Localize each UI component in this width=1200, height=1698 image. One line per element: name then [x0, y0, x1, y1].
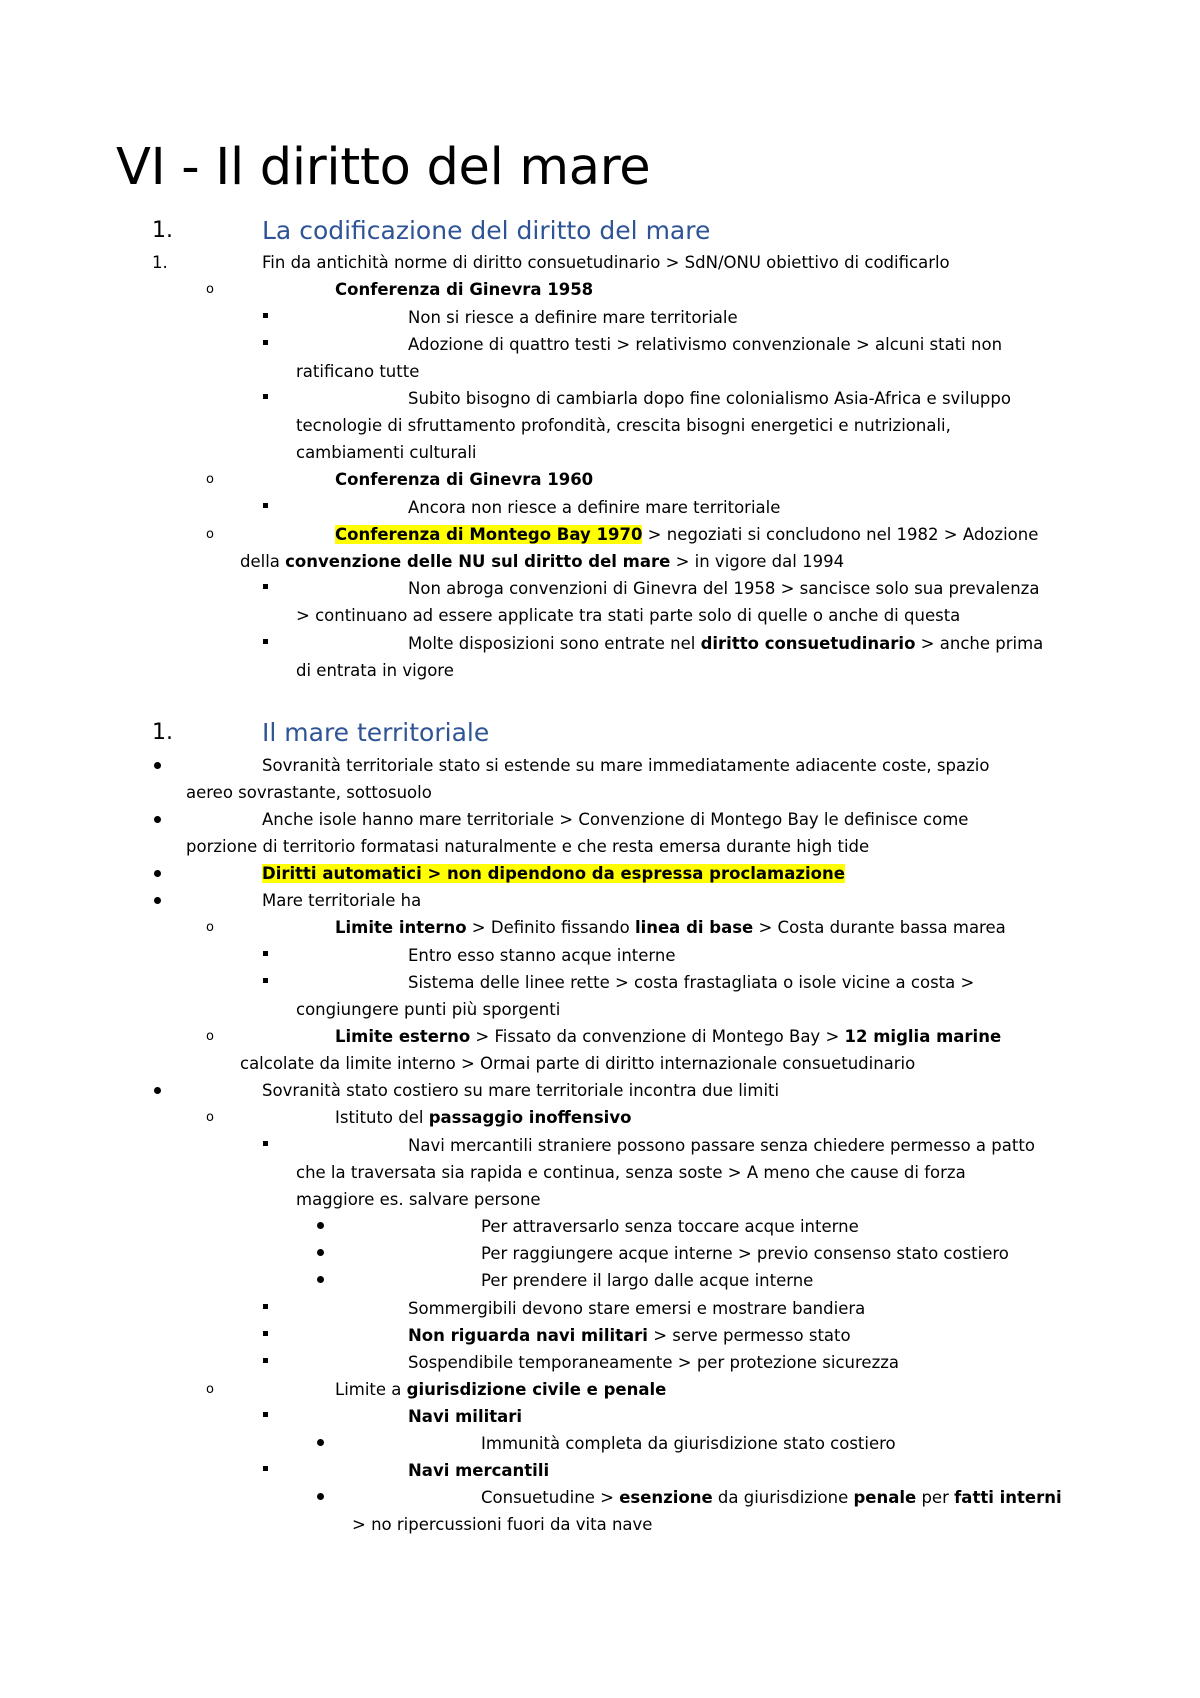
list-item: Sovranità stato costiero su mare territoriale incontra due limiti: [262, 1081, 780, 1100]
list-item: Navi mercantili straniere possono passare senza chiedere permesso a patto: [408, 1136, 1035, 1155]
square-bullet-icon: [263, 340, 268, 345]
square-bullet-icon: [263, 1466, 268, 1471]
square-bullet-icon: [263, 1141, 268, 1146]
list-item: Sospendibile temporaneamente > per protezione sicurezza: [408, 1353, 900, 1372]
list-item: Limite esterno > Fissato da convenzione di Montego Bay > 12 miglia marine: [335, 1027, 1002, 1046]
list-item: Immunità completa da giurisdizione stato costiero: [481, 1434, 896, 1453]
list-item: Per raggiungere acque interne > previo consenso stato costiero: [481, 1244, 1009, 1263]
bullet-icon: [154, 762, 161, 769]
list-item: [262, 860, 845, 887]
list-item: Fin da antichità norme di diritto consuetudinario > SdN/ONU obiettivo di codificarlo: [262, 253, 950, 272]
list-item-continuation: > continuano ad essere applicate tra stati parte solo di quelle o anche di questa: [296, 606, 961, 625]
section-number: 1.: [152, 218, 173, 243]
square-bullet-icon: [263, 1304, 268, 1309]
list-item: Adozione di quattro testi > relativismo convenzionale > alcuni stati non: [408, 335, 1003, 354]
list-item-continuation: congiungere punti più sporgenti: [296, 1000, 561, 1019]
square-bullet-icon: [263, 1412, 268, 1417]
square-bullet-icon: [263, 503, 268, 508]
circle-bullet-icon: o: [206, 527, 214, 542]
square-bullet-icon: [263, 394, 268, 399]
highlighted-text: Diritti automatici > non dipendono da espressa proclamazione: [262, 864, 845, 883]
list-item: Limite a giurisdizione civile e penale: [335, 1380, 667, 1399]
list-item-continuation: tecnologie di sfruttamento profondità, crescita bisogni energetici e nutrizionali,: [296, 416, 951, 435]
list-item: Conferenza di Ginevra 1958: [335, 280, 594, 299]
list-item-continuation: > no ripercussioni fuori da vita nave: [352, 1515, 653, 1534]
bullet-icon: [317, 1249, 324, 1256]
list-item: Navi militari: [408, 1407, 523, 1426]
list-item-continuation: maggiore es. salvare persone: [296, 1190, 541, 1209]
page-title: VI - Il diritto del mare: [116, 138, 651, 197]
list-item: Per attraversarlo senza toccare acque interne: [481, 1217, 859, 1236]
list-item: Non abroga convenzioni di Ginevra del 1958 > sancisce solo sua prevalenza: [408, 579, 1040, 598]
list-item: Sovranità territoriale stato si estende su mare immediatamente adiacente coste, spazio: [262, 756, 990, 775]
section-heading-codificazione: La codificazione del diritto del mare: [262, 216, 711, 245]
list-number: 1.: [152, 253, 168, 272]
list-item: Sistema delle linee rette > costa frastagliata o isole vicine a costa >: [408, 973, 975, 992]
list-item: Per prendere il largo dalle acque interne: [481, 1271, 814, 1290]
list-item: Ancora non riesce a definire mare territoriale: [408, 498, 781, 517]
bullet-icon: [317, 1222, 324, 1229]
list-item: Mare territoriale ha: [262, 891, 422, 910]
list-item-continuation: porzione di territorio formatasi naturalmente e che resta emersa durante high tide: [186, 837, 870, 856]
square-bullet-icon: [263, 313, 268, 318]
square-bullet-icon: [263, 584, 268, 589]
list-item-continuation: calcolate da limite interno > Ormai parte di diritto internazionale consuetudinario: [240, 1054, 916, 1073]
list-item-continuation: che la traversata sia rapida e continua, senza soste > A meno che cause di forza: [296, 1163, 966, 1182]
highlighted-text: Conferenza di Montego Bay 1970: [335, 525, 643, 544]
bullet-icon: [154, 870, 161, 877]
square-bullet-icon: [263, 1331, 268, 1336]
list-item-continuation: ratificano tutte: [296, 362, 420, 381]
list-item: Conferenza di Montego Bay 1970 > negoziati si concludono nel 1982 > Adozione: [335, 525, 1039, 544]
square-bullet-icon: [263, 639, 268, 644]
circle-bullet-icon: o: [206, 282, 214, 297]
bullet-icon: [154, 897, 161, 904]
list-item: Subito bisogno di cambiarla dopo fine colonialismo Asia-Africa e sviluppo: [408, 389, 1011, 408]
square-bullet-icon: [263, 951, 268, 956]
square-bullet-icon: [263, 1358, 268, 1363]
list-item: Limite interno > Definito fissando linea di base > Costa durante bassa marea: [335, 918, 1006, 937]
list-item-continuation: di entrata in vigore: [296, 661, 454, 680]
list-item: Sommergibili devono stare emersi e mostrare bandiera: [408, 1299, 866, 1318]
bullet-icon: [154, 1087, 161, 1094]
list-item: Molte disposizioni sono entrate nel diritto consuetudinario > anche prima: [408, 634, 1044, 653]
circle-bullet-icon: o: [206, 1029, 214, 1044]
list-item-continuation: della convenzione delle NU sul diritto del mare > in vigore dal 1994: [240, 552, 845, 571]
list-item: Non riguarda navi militari > serve permesso stato: [408, 1326, 851, 1345]
list-item: Entro esso stanno acque interne: [408, 946, 676, 965]
list-item: Istituto del passaggio inoffensivo: [335, 1108, 632, 1127]
list-item: Anche isole hanno mare territoriale > Convenzione di Montego Bay le definisce come: [262, 810, 969, 829]
list-item: Navi mercantili: [408, 1461, 550, 1480]
square-bullet-icon: [263, 978, 268, 983]
bullet-icon: [154, 816, 161, 823]
list-item: Non si riesce a definire mare territoriale: [408, 308, 738, 327]
circle-bullet-icon: o: [206, 1382, 214, 1397]
bullet-icon: [317, 1493, 324, 1500]
circle-bullet-icon: o: [206, 1110, 214, 1125]
list-item-continuation: aereo sovrastante, sottosuolo: [186, 783, 432, 802]
bullet-icon: [317, 1439, 324, 1446]
section-number: 1.: [152, 720, 173, 745]
list-item: Conferenza di Ginevra 1960: [335, 470, 594, 489]
list-item: Consuetudine > esenzione da giurisdizione penale per fatti interni: [481, 1488, 1062, 1507]
list-item-continuation: cambiamenti culturali: [296, 443, 477, 462]
bullet-icon: [317, 1276, 324, 1283]
section-heading-mare-territoriale: Il mare territoriale: [262, 718, 490, 747]
circle-bullet-icon: o: [206, 920, 214, 935]
circle-bullet-icon: o: [206, 472, 214, 487]
